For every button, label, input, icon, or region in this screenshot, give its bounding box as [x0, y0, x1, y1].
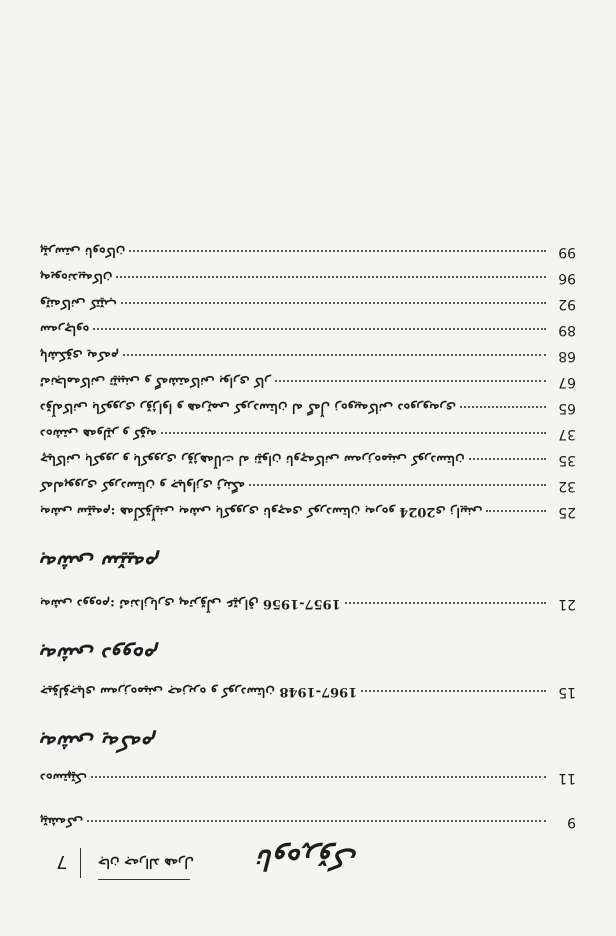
entry-title: دۆڵەکانی باکووری رۆژاوا و هەرێمی کوردستان لە گەڵ زەوییەکانی دەوروبەری	[40, 400, 457, 415]
leader-dots	[486, 510, 546, 512]
toc-entry[interactable]	[40, 374, 576, 400]
entry-page: 15	[558, 684, 576, 700]
entry-page: 96	[558, 270, 576, 286]
toc-entry[interactable]	[40, 478, 576, 504]
toc-title-block	[0, 843, 616, 876]
entry-title: بەشی سێیەم: هەڵکۆڵینی بەشی باکووری ناوچەی کوردستان بەرەو 2024ی زایینی	[40, 504, 483, 519]
toc-entry[interactable]	[40, 270, 576, 296]
entry-page: 21	[558, 596, 576, 612]
entry-title: سەرچاوە	[40, 322, 90, 337]
section-heading: بەشی یەکەم	[40, 730, 157, 756]
leader-dots	[460, 406, 546, 408]
toc-entry[interactable]	[40, 814, 576, 840]
section-heading: بەشی سێیەم	[40, 550, 160, 576]
leader-dots	[345, 602, 546, 604]
running-title: جان جەرالد هەرل	[98, 855, 194, 870]
leader-dots	[93, 328, 546, 330]
section-heading: بەشی دووەم	[40, 642, 159, 668]
entry-page: 99	[558, 244, 576, 260]
entry-page: 9	[567, 814, 576, 830]
toc-entry[interactable]	[40, 348, 576, 374]
toc-entry[interactable]	[40, 296, 576, 322]
page-number: 7	[56, 851, 68, 872]
leader-dots	[87, 820, 546, 822]
toc-entry[interactable]	[40, 504, 576, 530]
entry-title: پاشکۆی یەکەم	[40, 348, 119, 363]
toc-entry[interactable]	[40, 452, 576, 478]
entry-title: وێنەکانی کتێب	[40, 296, 117, 311]
entry-page: 89	[558, 322, 576, 338]
leader-dots	[275, 380, 546, 382]
leader-dots	[161, 432, 546, 434]
entry-page: 25	[558, 504, 576, 520]
entry-title: پەیوەندییەکان	[40, 270, 113, 285]
leader-dots	[361, 690, 546, 692]
leader-dots	[469, 458, 546, 460]
entry-title: بەشی دووەم: ئەندازیاری پەترۆڵی عێراق 1956-1957	[40, 596, 341, 611]
entry-page: 37	[558, 426, 576, 442]
entry-page: 65	[558, 400, 576, 416]
entry-page: 35	[558, 452, 576, 468]
toc-entry[interactable]	[40, 426, 576, 452]
toc-entry[interactable]	[40, 244, 576, 270]
entry-page: 67	[558, 374, 576, 390]
toc-title: ناوەڕۆک	[257, 843, 359, 876]
leader-dots	[129, 250, 546, 252]
toc-entry[interactable]	[40, 770, 576, 796]
entry-title: پێرستی ناوەکان	[40, 244, 126, 259]
entry-page: 92	[558, 296, 576, 312]
entry-title: چیاکانی باکوور و باکووری رۆژهەڵات لە نێوان ناوچەکانی سەرزەمینی کوردستان	[40, 452, 465, 467]
toc-entry[interactable]	[40, 400, 576, 426]
header-rule	[98, 879, 190, 880]
toc-entry[interactable]	[40, 596, 576, 622]
entry-page: 32	[558, 478, 576, 494]
leader-dots	[91, 776, 546, 778]
leader-dots	[123, 354, 546, 356]
entry-title: ئەنجامەکانی تێبینی و گەشتەکانی بواری کار	[40, 374, 271, 389]
entry-page: 11	[558, 770, 576, 786]
entry-title: پێشەکی	[40, 814, 84, 829]
entry-title: دەشتی هەولێر و کۆیە	[40, 426, 157, 441]
entry-title: دەستپێک	[40, 770, 87, 785]
leader-dots	[121, 302, 546, 304]
entry-title: جیۆلۆجیای سەرزەمینی جەزیرە و کوردستان 1948-1967	[40, 684, 358, 699]
entry-title: کەلەپووری کوردستان و جیاوازی ژینگە	[40, 478, 246, 493]
entry-page: 68	[558, 348, 576, 364]
toc-entry[interactable]	[40, 684, 576, 710]
leader-dots	[116, 276, 546, 278]
leader-dots	[249, 484, 546, 486]
toc-entry[interactable]	[40, 322, 576, 348]
